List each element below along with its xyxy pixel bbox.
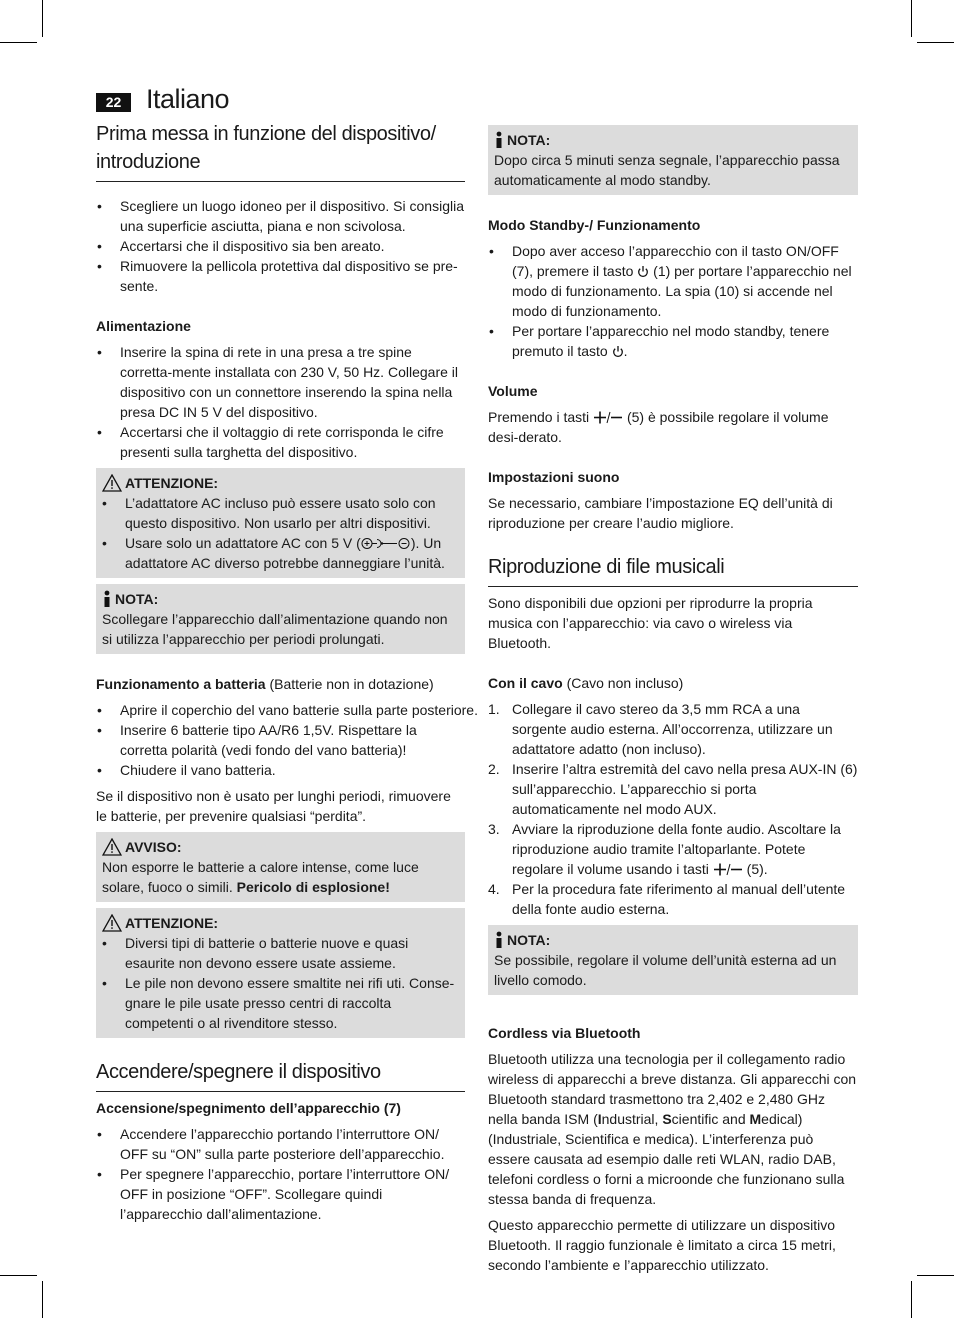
caution-box bbox=[96, 468, 465, 578]
onoff-list bbox=[96, 1124, 465, 1224]
info-icon bbox=[102, 590, 112, 608]
warning-text: Non esporre le batterie a calore intense, come luce solare, fuoco o simili. Pericolo di esplosione! bbox=[102, 859, 419, 895]
note-text: Dopo circa 5 minuti senza segnale, l’apparecchio passa automaticamente al modo standby. bbox=[494, 152, 840, 188]
list-item: • L’adattatore AC incluso può essere usato solo con questo dispositivo. Non usarlo per altri dispositivi. bbox=[102, 493, 459, 533]
list-item: • Rimuovere la pellicola protettiva dal dispositivo se pre-sente. bbox=[96, 256, 465, 296]
crop-mark bbox=[0, 1275, 37, 1276]
caution-title: ATTENZIONE: bbox=[125, 915, 219, 931]
crop-mark bbox=[911, 1281, 912, 1318]
bluetooth-paragraph-2: Questo apparecchio permette di utilizzare un dispositivo Bluetooth. Il raggio funzionale è limitato a circa 15 metri, secondo l’ambiente e l’apparecchio utilizzato. bbox=[488, 1217, 836, 1273]
battery-list bbox=[96, 700, 478, 780]
crop-mark bbox=[0, 42, 37, 43]
note-box bbox=[488, 125, 858, 195]
warning-header bbox=[102, 837, 459, 857]
info-icon bbox=[494, 931, 504, 949]
subheading-bluetooth: Cordless via Bluetooth bbox=[488, 1025, 641, 1041]
list-item: 2. Inserire l’altra estremità del cavo nella presa AUX-IN (6) sull’apparecchio. L’apparecchio si porta automaticamente nel modo AUX. bbox=[488, 761, 858, 817]
note-title: NOTA: bbox=[115, 591, 159, 607]
standby-list bbox=[488, 241, 858, 361]
list-item: • Inserire la spina di rete in una presa a tre spine corretta-mente installata con 230 V, 50 Hz. Collegare il dispositivo con un connettore inserendo la spina nella presa DC IN 5 V del dispositivo. bbox=[96, 342, 465, 422]
note-title: NOTA: bbox=[507, 132, 551, 148]
bluetooth-paragraph-1: Bluetooth utilizza una tecnologia per il collegamento radio wireless di apparecchi a breve distanza. Gli apparecchi con Bluetooth standard trasmettono tra 2,402 e 2,480 GHz nella banda ISM (Industrial, Scientific and Medical) (Industriale, Scientifica e medica). L’interferenza può essere causata ad esempio dalle reti WLAN, radio DAB, telefoni cordless o forni a microonde che funzionano sulla stessa banda di frequenza. bbox=[488, 1051, 857, 1207]
list-item: • Per spegnere l’apparecchio, portare l’interruttore ON/ OFF in posizione “OFF”. Scollegare quindi l’apparecchio dall’alimentazione. bbox=[96, 1164, 465, 1224]
info-icon bbox=[494, 131, 504, 149]
crop-mark bbox=[911, 0, 912, 37]
volume-text: Premendo i tasti (5) è possibile regolare il volume desi-derato. bbox=[488, 409, 829, 445]
note-header bbox=[494, 130, 852, 150]
caution-list bbox=[102, 933, 459, 1033]
list-item: • Aprire il coperchio del vano batterie sulla parte posteriore. bbox=[96, 700, 465, 720]
plus-minus-icon bbox=[593, 411, 623, 424]
battery-heading: Funzionamento a batteria (Batterie non in dotazione) bbox=[96, 676, 434, 692]
cable-steps bbox=[488, 699, 858, 919]
caution-title: ATTENZIONE: bbox=[125, 475, 219, 491]
warning-icon bbox=[102, 474, 122, 492]
warning-icon bbox=[102, 914, 122, 932]
list-item: • Dopo aver acceso l’apparecchio con il tasto ON/OFF (7), premere il tasto (1) per portare l’apparecchio nel modo di funzionamento. La spia (10) si accende nel modo di funzionamento. bbox=[488, 241, 858, 321]
note-box bbox=[488, 925, 858, 995]
section-title-power-onoff: Accendere/spegnere il dispositivo bbox=[96, 1058, 465, 1092]
cable-heading: Con il cavo (Cavo non incluso) bbox=[488, 675, 684, 691]
language-title: Italiano bbox=[146, 84, 230, 114]
page-number: 22 bbox=[96, 93, 131, 112]
subheading-volume: Volume bbox=[488, 383, 538, 399]
caution-header bbox=[102, 473, 459, 493]
right-column bbox=[488, 125, 858, 1275]
warning-box bbox=[96, 832, 465, 902]
list-item: • Accertarsi che il dispositivo sia ben areato. bbox=[96, 236, 465, 256]
plus-minus-icon bbox=[713, 863, 743, 876]
list-item: • Diversi tipi di batterie o batterie nuove e quasi esaurite non devono essere usate assieme. bbox=[102, 933, 459, 973]
sound-text: Se necessario, cambiare l’impostazione EQ dell’unità di riproduzione per creare l’audio migliore. bbox=[488, 495, 833, 531]
list-item: • Scegliere un luogo idoneo per il dispositivo. Si consiglia una superficie asciutta, piana e non scivolosa. bbox=[96, 196, 465, 236]
note-header bbox=[494, 930, 852, 950]
list-item: • Le pile non devono essere smaltite nei rifi uti. Conse-gnare le pile usate presso centri di raccolta competenti o al rivenditore stesso. bbox=[102, 973, 459, 1033]
note-header bbox=[102, 589, 459, 609]
list-item: • Accendere l’apparecchio portando l’interruttore ON/ OFF su “ON” sulla parte posteriore dell’apparecchio. bbox=[96, 1124, 465, 1164]
crop-mark bbox=[42, 1281, 43, 1318]
section-title-playback: Riproduzione di file musicali bbox=[488, 553, 858, 587]
left-column bbox=[96, 120, 478, 1224]
power-icon bbox=[637, 265, 649, 278]
note-box bbox=[96, 584, 465, 654]
crop-mark bbox=[917, 42, 954, 43]
list-item: • Chiudere il vano batteria. bbox=[96, 760, 465, 780]
note-text: Scollegare l’apparecchio dall’alimentazione quando non si utilizza l’apparecchio per periodi prolungati. bbox=[102, 611, 448, 647]
list-item: 3. Avviare la riproduzione della fonte audio. Ascoltare la riproduzione audio tramite l’altoparlante. Potete regolare il volume usando i tasti (5). bbox=[488, 821, 841, 877]
caution-list bbox=[102, 493, 459, 573]
list-item: • Per portare l’apparecchio nel modo standby, tenere premuto il tasto . bbox=[488, 321, 858, 361]
caution-header bbox=[102, 913, 459, 933]
crop-mark bbox=[917, 1275, 954, 1276]
subheading-standby: Modo Standby-/ Funzionamento bbox=[488, 217, 701, 233]
polarity-icon bbox=[361, 537, 411, 550]
note-title: NOTA: bbox=[507, 932, 551, 948]
list-item: • Accertarsi che il voltaggio di rete corrisponda le cifre presenti sulla targhetta del dispositivo. bbox=[96, 422, 465, 462]
caution-box bbox=[96, 908, 465, 1038]
warning-title: AVVISO: bbox=[125, 839, 182, 855]
list-item: 1. Collegare il cavo stereo da 3,5 mm RCA a una sorgente audio esterna. All’occorrenza, utilizzare un adattatore adatto (non incluso). bbox=[488, 701, 833, 757]
list-item: • Usare solo un adattatore AC con 5 V ( ). Un adattatore AC diverso potrebbe danneggiare l’unità. bbox=[102, 533, 459, 573]
subheading-sound: Impostazioni suono bbox=[488, 469, 620, 485]
playback-intro: Sono disponibili due opzioni per riprodurre la propria musica con l’apparecchio: via cavo o wireless via Bluetooth. bbox=[488, 595, 813, 651]
warning-icon bbox=[102, 838, 122, 856]
battery-paragraph: Se il dispositivo non è usato per lunghi periodi, rimuovere le batterie, per prevenire qualsiasi “perdita”. bbox=[96, 788, 451, 824]
power-icon bbox=[612, 345, 624, 358]
subheading-onoff: Accensione/spegnimento dell’apparecchio (7) bbox=[96, 1100, 401, 1116]
setup-list bbox=[96, 196, 465, 296]
power-list bbox=[96, 342, 465, 462]
section-title-setup: Prima messa in funzione del dispositivo/ introduzione bbox=[96, 120, 465, 182]
note-text: Se possibile, regolare il volume dell’unità esterna ad un livello comodo. bbox=[494, 952, 837, 988]
list-item: • Inserire 6 batterie tipo AA/R6 1,5V. Rispettare la corretta polarità (vedi fondo del vano batteria)! bbox=[96, 720, 465, 760]
crop-mark bbox=[42, 0, 43, 37]
subheading-power: Alimentazione bbox=[96, 318, 191, 334]
list-item: 4. Per la procedura fate riferimento al manual dell’utente della fonte audio esterna. bbox=[488, 881, 846, 917]
